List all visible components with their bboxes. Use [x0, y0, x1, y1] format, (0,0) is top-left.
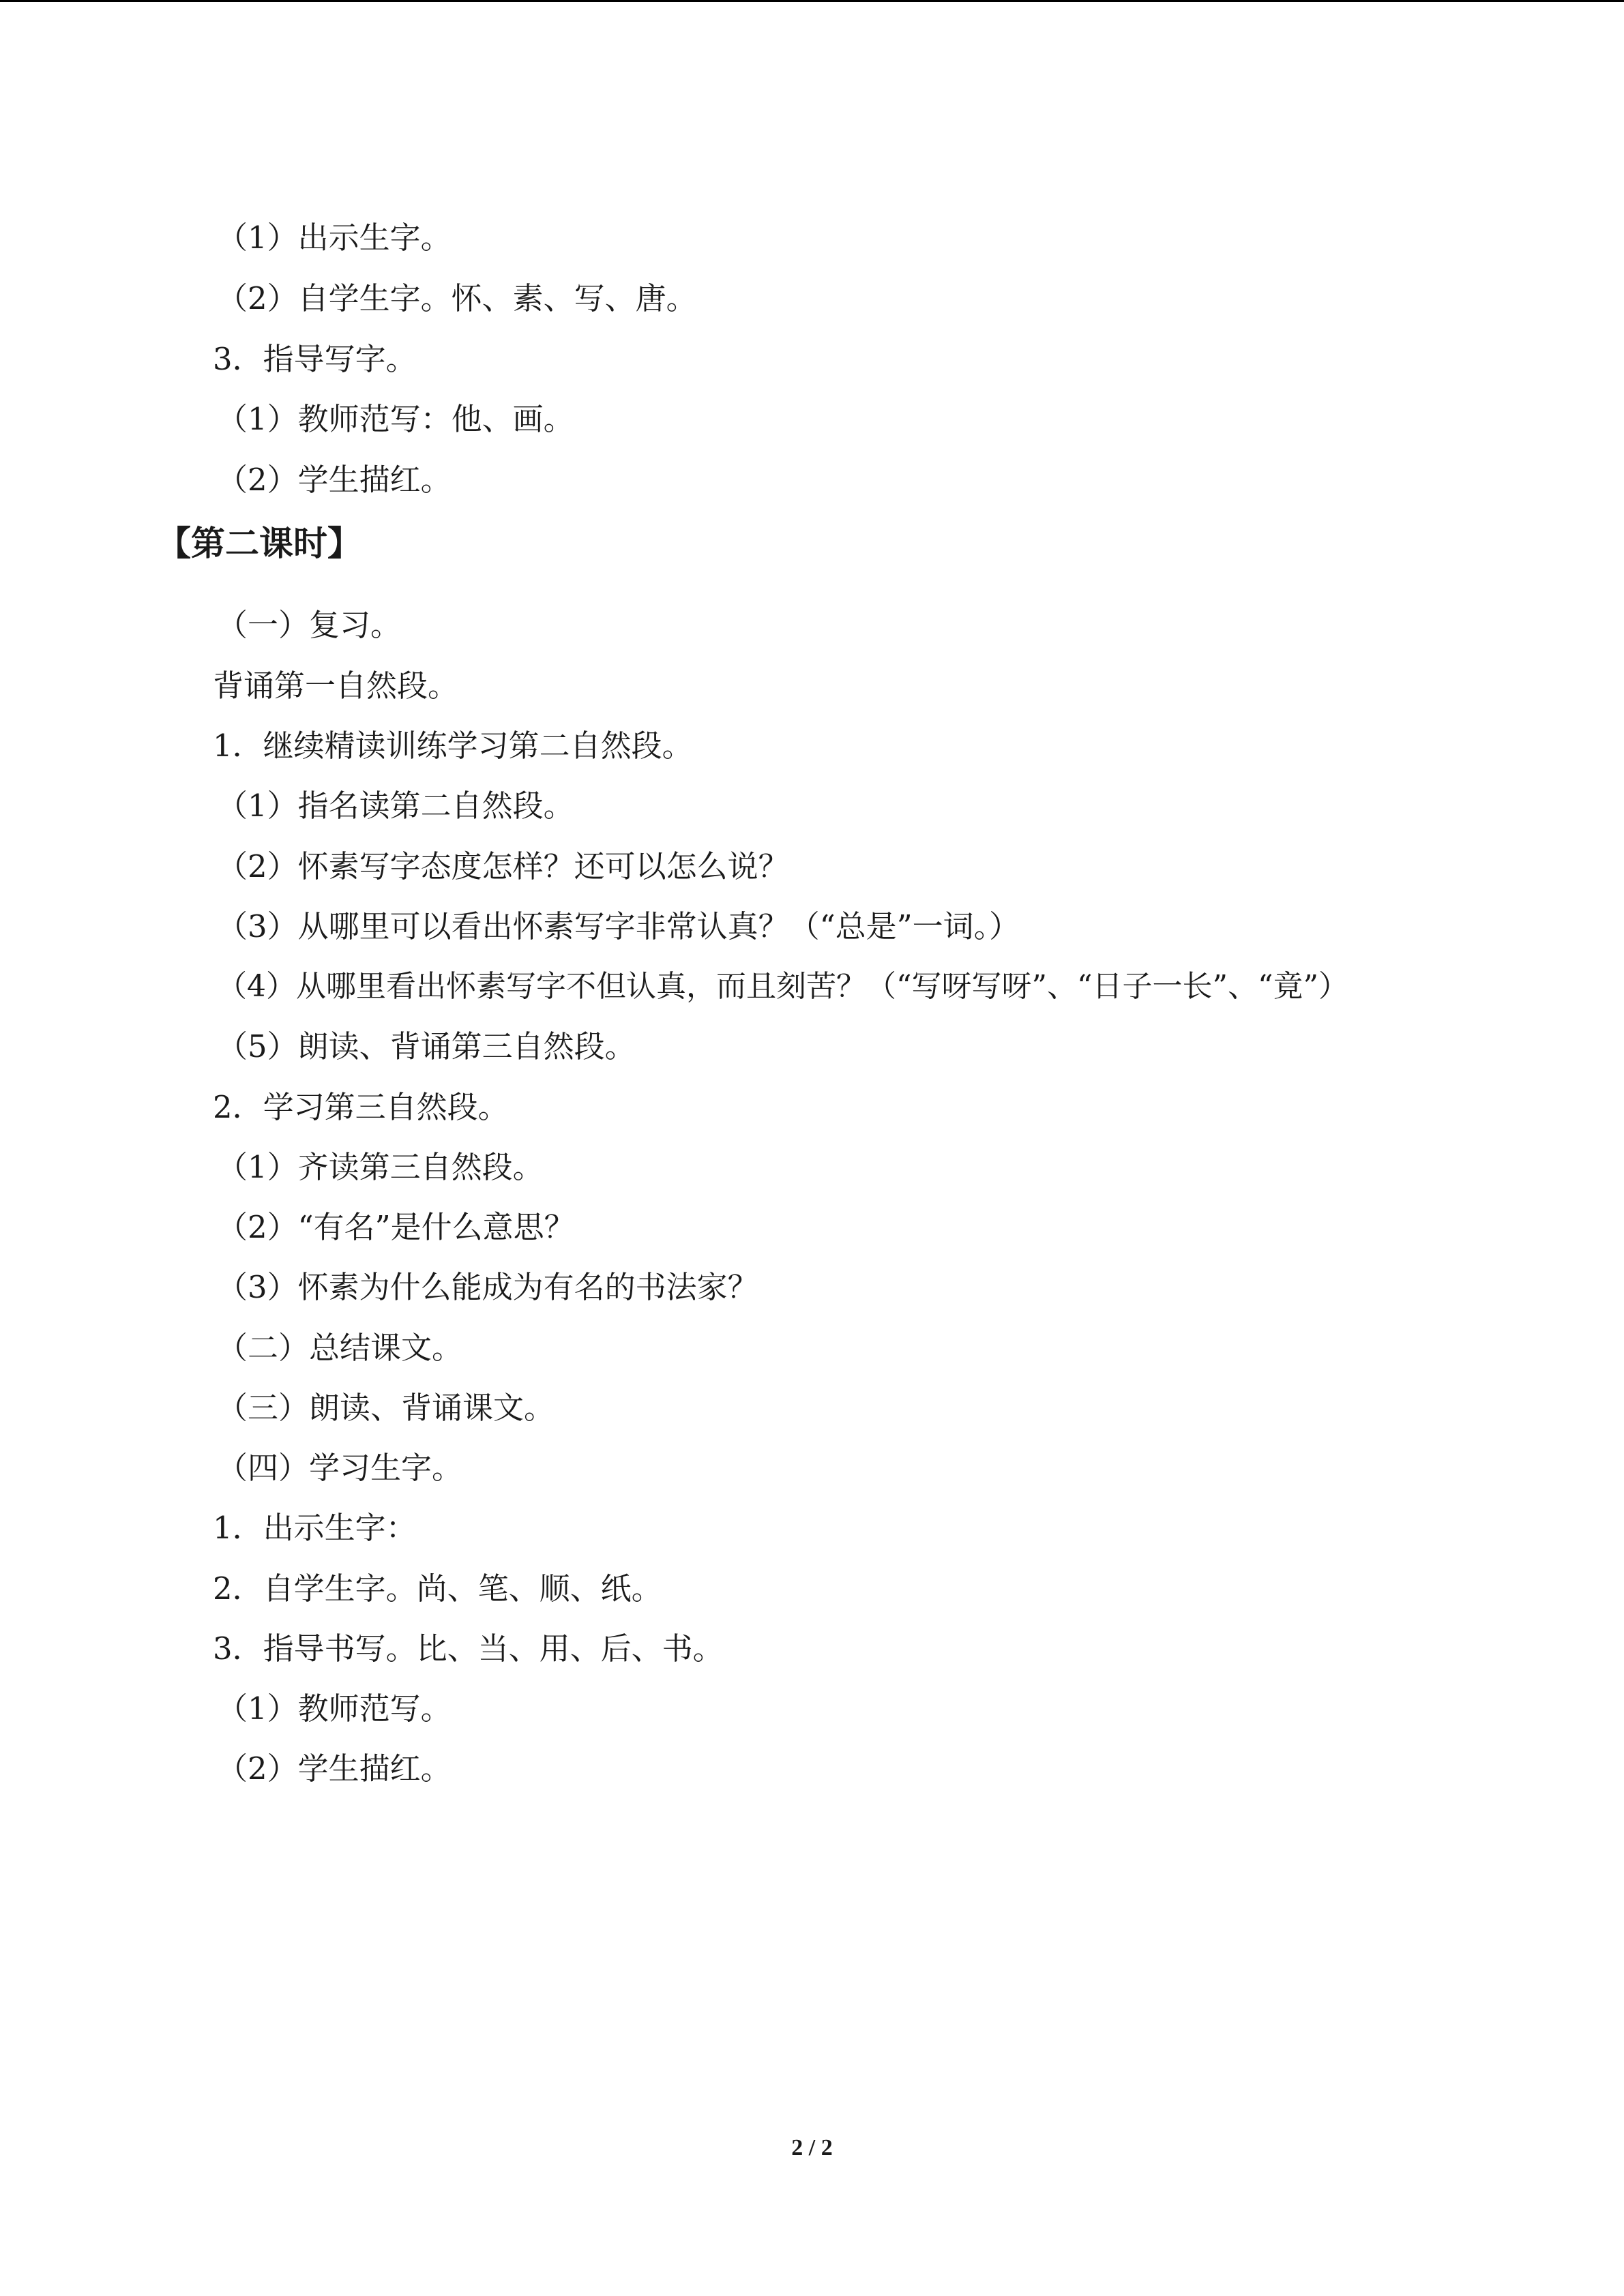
list-item: （一）复习。 [217, 607, 402, 643]
list-item: 背诵第一自然段。 [213, 668, 459, 704]
list-item: 2．学习第三自然段。 [213, 1089, 509, 1125]
section-heading: 【第二课时】 [157, 524, 361, 563]
list-item: 1．继续精读训练学习第二自然段。 [213, 728, 693, 764]
list-item: （3）怀素为什么能成为有名的书法家？ [217, 1269, 758, 1305]
list-item: （四）学习生字。 [217, 1450, 463, 1486]
list-item: 3．指导书写。比、当、用、后、书。 [213, 1630, 724, 1667]
list-item: （1）出示生字。 [217, 220, 452, 256]
list-item: （2）自学生字。怀、素、写、唐。 [217, 280, 697, 316]
list-item: （2）“有名”是什么意思？ [217, 1209, 575, 1245]
list-item: 2．自学生字。尚、笔、顺、纸。 [213, 1570, 662, 1607]
list-item: （5）朗读、背诵第三自然段。 [217, 1028, 636, 1064]
list-item: （4）从哪里看出怀素写字不但认真，而且刻苦？（“写呀写呀”、“日子一长”、“竟”） [217, 969, 1348, 1004]
list-item: （2）学生描红。 [217, 1750, 452, 1787]
list-item: （1）齐读第三自然段。 [217, 1149, 544, 1185]
list-item: 3．指导写字。 [213, 341, 417, 377]
page-number: 2 / 2 [791, 2135, 833, 2160]
list-item: （2）怀素写字态度怎样？还可以怎么说？ [217, 848, 789, 884]
list-item: （3）从哪里可以看出怀素写字非常认真？（“总是”一词。） [217, 908, 1020, 944]
list-item: （1）教师范写：他、画。 [217, 401, 574, 437]
list-item: （1）指名读第二自然段。 [217, 788, 574, 824]
list-item: （2）学生描红。 [217, 462, 452, 498]
list-item: （1）教师范写。 [217, 1690, 452, 1727]
list-item: （二）总结课文。 [217, 1330, 463, 1366]
list-item: （三）朗读、背诵课文。 [217, 1390, 555, 1426]
list-item: 1．出示生字： [213, 1510, 417, 1546]
